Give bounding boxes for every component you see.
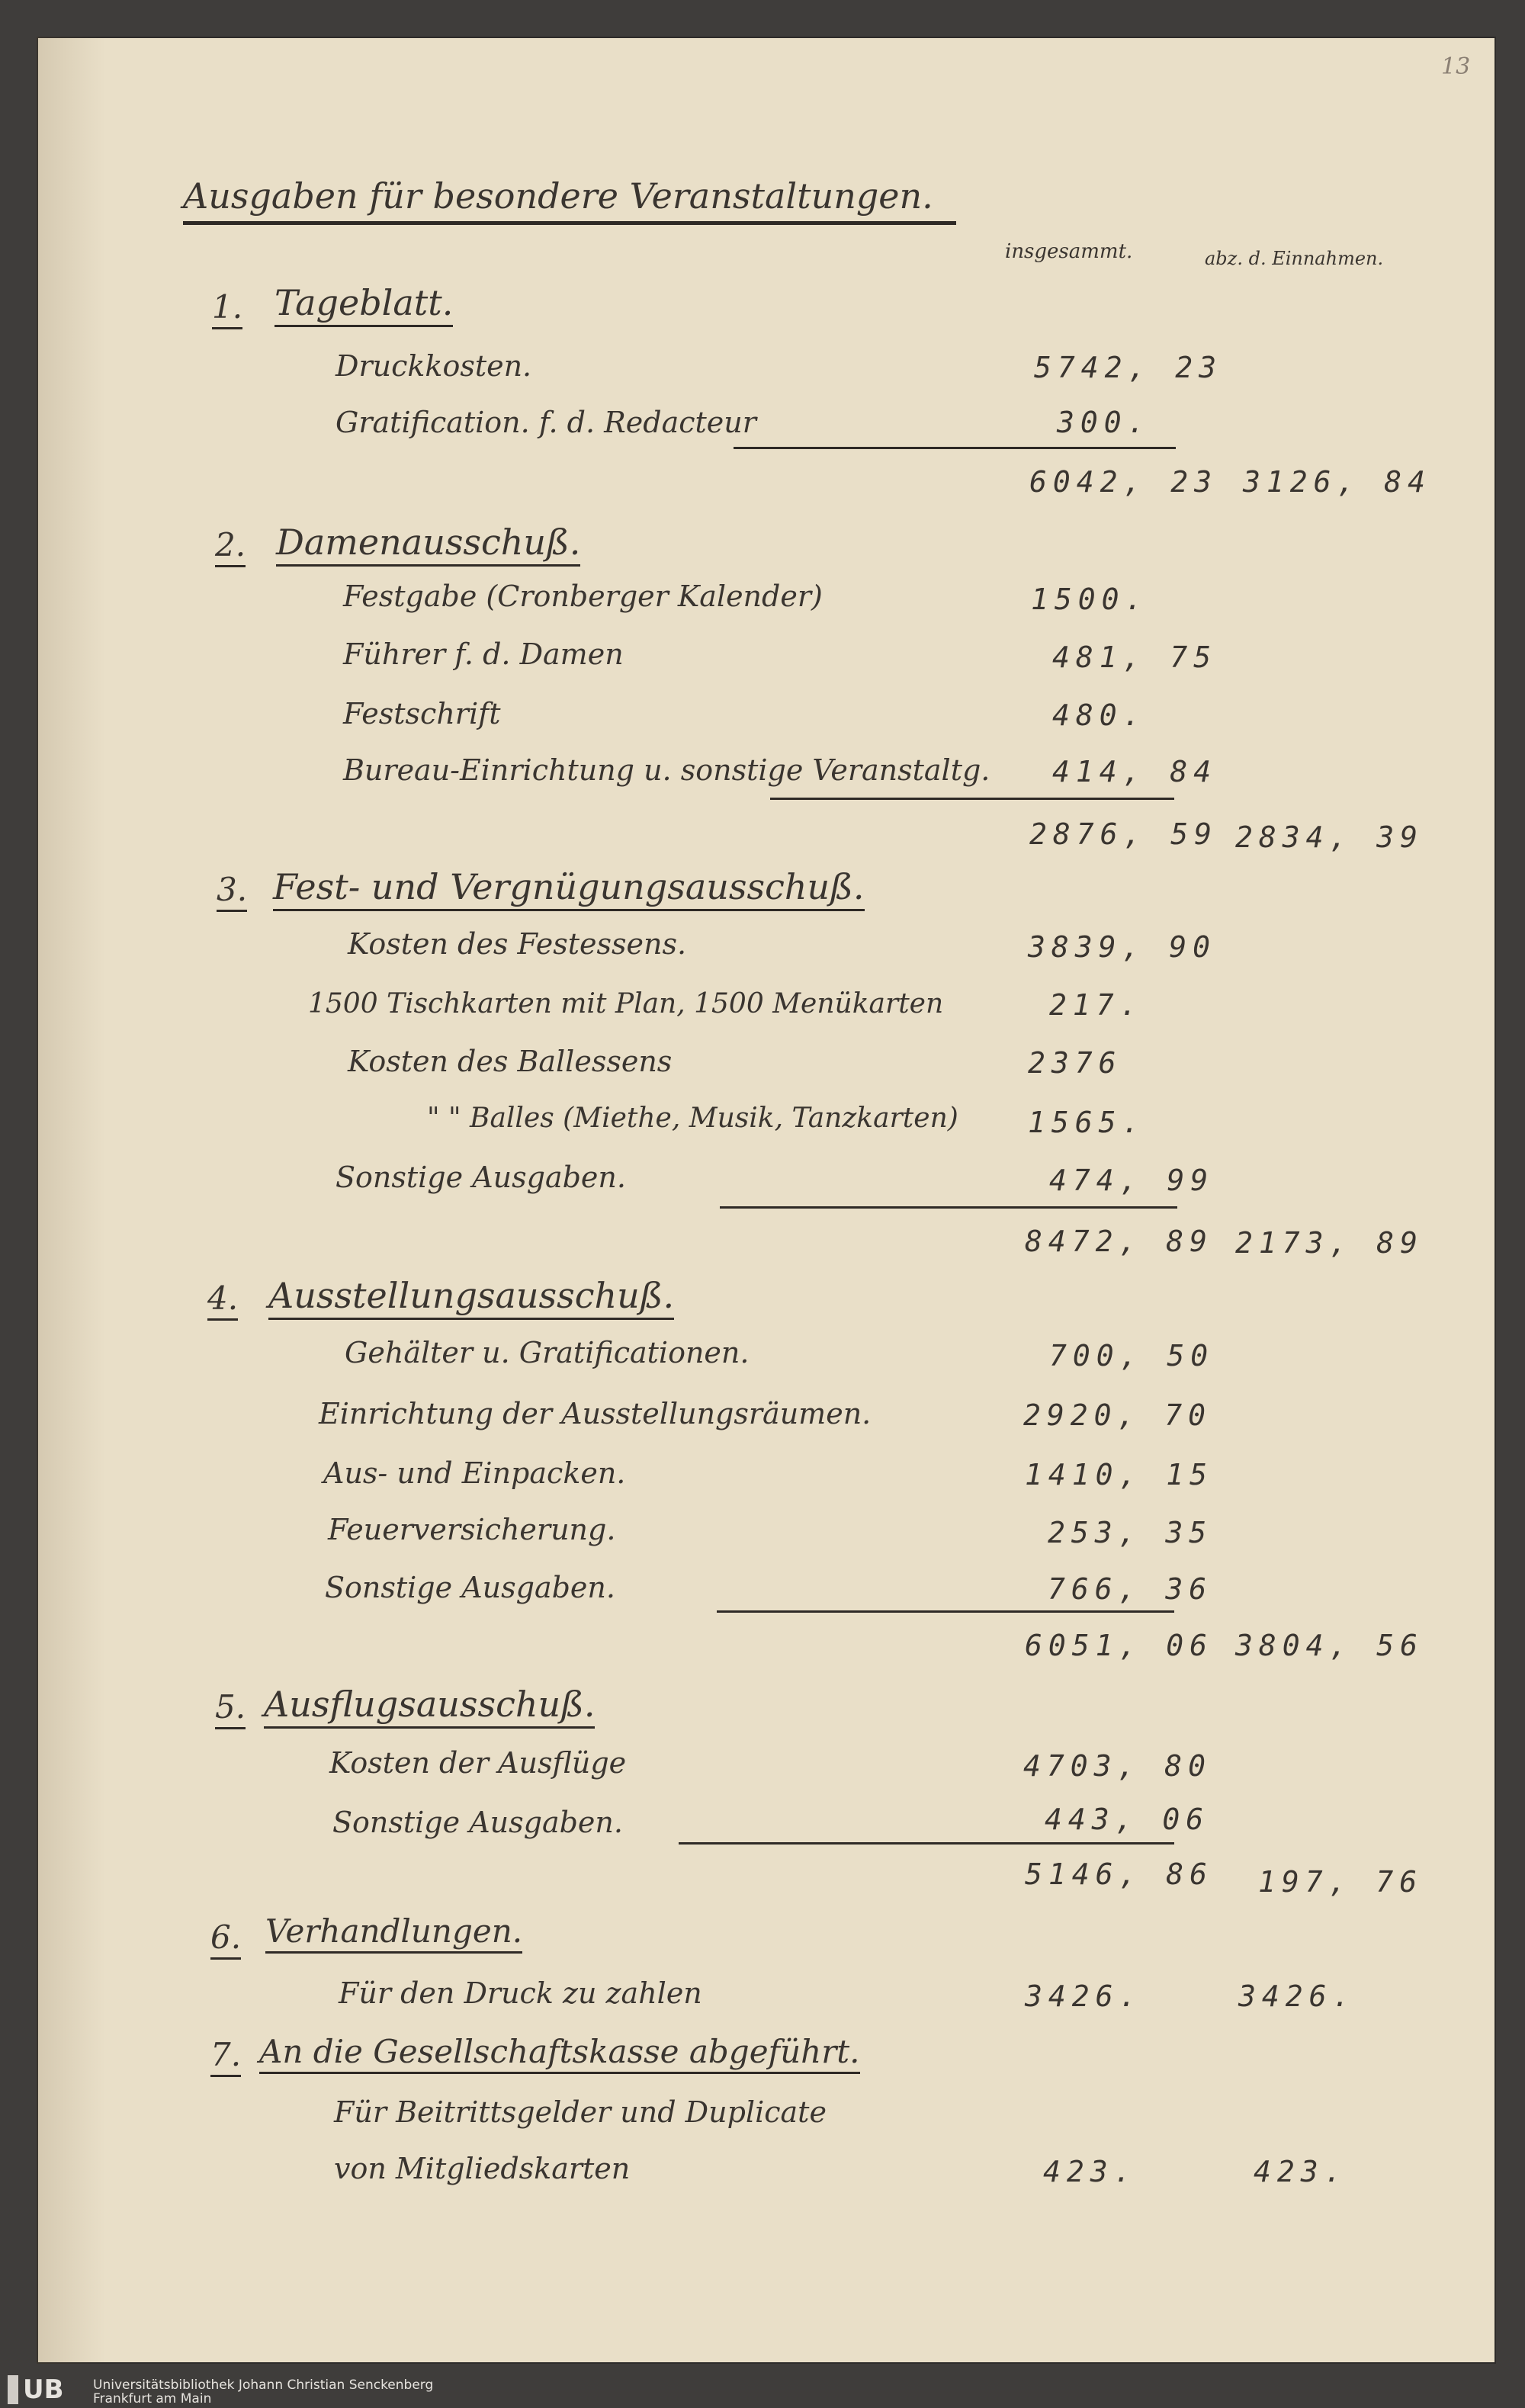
section-heading: Tageblatt. <box>274 282 453 327</box>
footer-library-city: Frankfurt am Main <box>93 2391 212 2406</box>
sum-rule <box>717 1610 1174 1613</box>
line-item-label: Sonstige Ausgaben. <box>336 1161 626 1194</box>
line-item-label: Festgabe (Cronberger Kalender) <box>343 580 823 613</box>
column-header-net: abz. d. Einnahmen. <box>1205 248 1384 269</box>
page-title-text: Ausgaben für besondere Veranstaltungen. <box>183 175 933 217</box>
section-subtotal: 6042, 23 <box>1029 465 1218 499</box>
line-item-label: Gehälter u. Gratificationen. <box>345 1336 750 1369</box>
line-item-amount: 4703, 80 <box>1023 1749 1212 1783</box>
sum-rule <box>770 798 1174 800</box>
line-item-label: Sonstige Ausgaben. <box>332 1806 623 1839</box>
sum-rule <box>679 1842 1174 1845</box>
line-item-amount: 1410, 15 <box>1025 1458 1214 1491</box>
sum-rule <box>720 1206 1177 1209</box>
page-edge-shadow <box>37 37 105 2364</box>
line-item-label: Sonstige Ausgaben. <box>325 1571 615 1604</box>
line-item-amount: 300. <box>1057 406 1151 439</box>
line-item-amount: 474, 99 <box>1049 1164 1215 1197</box>
section-net: 3126, 84 <box>1243 465 1432 499</box>
section-net: 3804, 56 <box>1235 1629 1424 1662</box>
line-item-label: Einrichtung der Ausstellungsräumen. <box>319 1397 872 1430</box>
line-item-amount: 3426. <box>1025 1979 1143 2013</box>
line-item-label: Bureau-Einrichtung u. sonstige Veranstaltg. <box>343 753 990 787</box>
logo-text: UB <box>23 2374 64 2405</box>
section-net: 197, 76 <box>1258 1865 1424 1899</box>
section-number: 7. <box>210 2036 241 2077</box>
section-number: 1. <box>212 288 242 329</box>
line-item-label: Aus- und Einpacken. <box>323 1456 626 1490</box>
footer-library-name: Universitätsbibliothek Johann Christian Senckenberg <box>93 2377 434 2393</box>
section-heading: Ausstellungsausschuß. <box>268 1275 674 1320</box>
line-item-amount: 481, 75 <box>1052 641 1218 674</box>
line-item-label: Für Beitrittsgelder und Duplicate <box>334 2095 827 2129</box>
line-item-label: 1500 Tischkarten mit Plan, 1500 Menükarten <box>308 988 944 1019</box>
line-item-amount: 480. <box>1052 698 1147 732</box>
line-item-label: Kosten der Ausflüge <box>329 1746 627 1780</box>
line-item-label: Gratification. f. d. Redacteur <box>336 406 756 439</box>
section-heading: Damenausschuß. <box>276 522 580 567</box>
line-item-net: 3426. <box>1238 1979 1356 2013</box>
section-subtotal: 8472, 89 <box>1025 1225 1214 1258</box>
line-item-amount: 253, 35 <box>1048 1516 1213 1549</box>
section-heading: Fest- und Vergnügungsausschuß. <box>273 866 865 911</box>
line-item-label: Druckkosten. <box>336 349 532 383</box>
line-item-amount: 3839, 90 <box>1028 930 1217 964</box>
line-item-amount: 5742, 23 <box>1034 351 1223 384</box>
line-item-amount: 443, 06 <box>1045 1803 1210 1836</box>
line-item-amount: 423. <box>1043 2155 1138 2188</box>
section-subtotal: 2876, 59 <box>1029 817 1218 851</box>
section-subtotal: 5146, 86 <box>1025 1857 1214 1891</box>
line-item-amount: 1565. <box>1028 1106 1146 1139</box>
line-item-label: Führer f. d. Damen <box>343 637 624 671</box>
document-page <box>37 37 1496 2364</box>
section-net: 2834, 39 <box>1235 820 1424 854</box>
line-item-amount: 1500. <box>1031 583 1149 616</box>
section-heading: An die Gesellschaftskasse abgeführt. <box>259 2033 860 2074</box>
section-number: 2. <box>215 526 246 567</box>
section-heading: Ausflugsausschuß. <box>264 1684 595 1729</box>
logo-bar-icon <box>8 2375 18 2404</box>
line-item-amount: 2920, 70 <box>1023 1398 1212 1432</box>
section-number: 6. <box>210 1918 241 1960</box>
line-item-label: Für den Druck zu zahlen <box>339 1976 702 2010</box>
line-item-net: 423. <box>1254 2155 1348 2188</box>
section-subtotal: 6051, 06 <box>1025 1629 1214 1662</box>
line-item-amount: 700, 50 <box>1049 1339 1215 1373</box>
section-number: 5. <box>215 1688 246 1729</box>
section-number: 3. <box>217 871 247 912</box>
line-item-label: Kosten des Ballessens <box>348 1045 673 1078</box>
line-item-label: " " Balles (Miethe, Musik, Tanzkarten) <box>427 1103 958 1134</box>
section-number: 4. <box>207 1279 238 1321</box>
line-item-amount: 217. <box>1049 988 1144 1022</box>
library-logo <box>8 2374 84 2405</box>
section-net: 2173, 89 <box>1235 1226 1424 1260</box>
column-header-total: insgesammt. <box>1005 240 1133 263</box>
line-item-amount: 414, 84 <box>1052 755 1218 788</box>
section-heading: Verhandlungen. <box>265 1912 522 1954</box>
page-title <box>183 175 956 225</box>
line-item-label: Festschrift <box>343 697 501 730</box>
page-number: 13 <box>1441 53 1471 80</box>
line-item-label: Kosten des Festessens. <box>348 927 687 961</box>
line-item-label: von Mitgliedskarten <box>334 2152 631 2185</box>
sum-rule <box>734 447 1176 449</box>
line-item-amount: 766, 36 <box>1048 1572 1213 1606</box>
line-item-amount: 2376 <box>1028 1046 1122 1080</box>
line-item-label: Feuerversicherung. <box>328 1513 616 1546</box>
